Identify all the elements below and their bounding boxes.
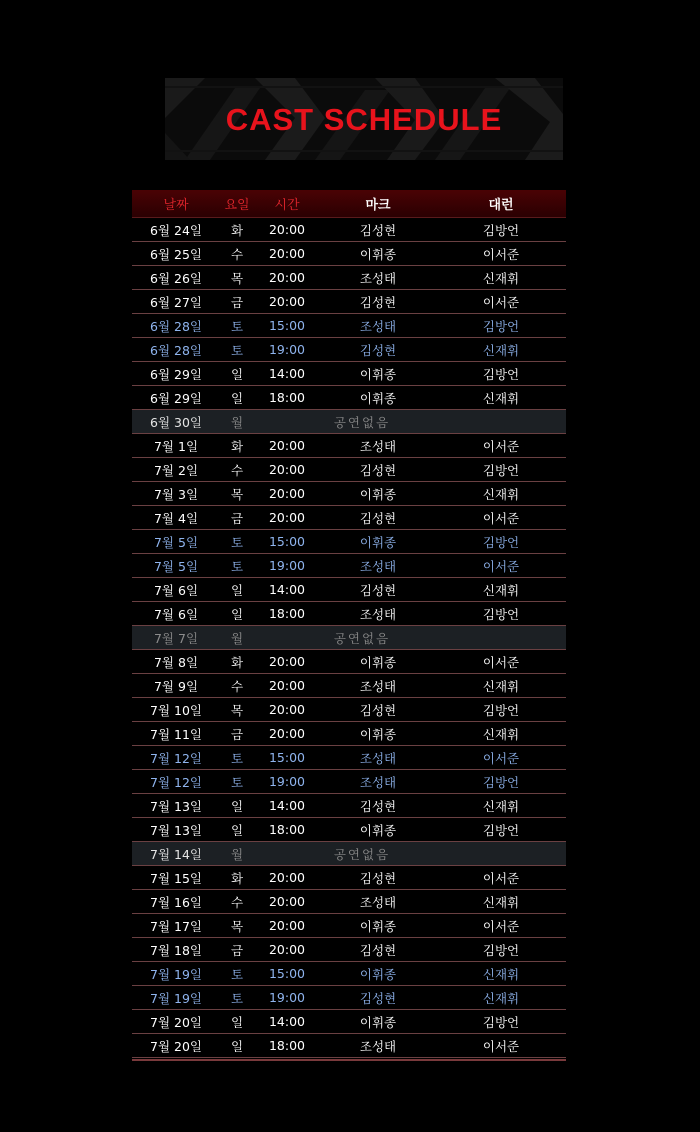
- header-mark: 마크: [365, 198, 391, 213]
- row-daeryun-cast: 신재휘: [482, 798, 520, 814]
- row-daeryun-cast: 이서준: [482, 870, 520, 886]
- row-date: 7월 20일: [150, 1014, 202, 1030]
- table-row-no-performance: [132, 410, 566, 434]
- row-date: 7월 6일: [153, 606, 199, 622]
- row-date: 6월 25일: [150, 246, 202, 262]
- row-time: 19:00: [268, 342, 306, 357]
- row-day: 일: [230, 798, 244, 814]
- row-time: 19:00: [268, 990, 306, 1005]
- row-mark-cast: 김성현: [359, 990, 397, 1006]
- row-day: 수: [230, 462, 244, 478]
- row-time: 20:00: [268, 270, 306, 285]
- table-row: [132, 890, 566, 914]
- row-date: 7월 19일: [150, 966, 202, 982]
- row-date: 7월 12일: [150, 774, 202, 790]
- row-mark-cast: 김성현: [359, 702, 397, 718]
- row-date: 7월 11일: [150, 726, 202, 742]
- row-mark-cast: 조성태: [359, 750, 397, 766]
- row-daeryun-cast: 김방언: [482, 222, 520, 238]
- row-day: 토: [230, 342, 244, 358]
- row-day: 금: [230, 726, 244, 742]
- row-day: 토: [230, 966, 244, 982]
- row-no-performance: 공연없음: [333, 414, 391, 430]
- row-day: 일: [230, 822, 244, 838]
- row-daeryun-cast: 신재휘: [482, 486, 520, 502]
- row-date: 6월 27일: [150, 294, 202, 310]
- row-mark-cast: 이휘종: [359, 726, 397, 742]
- table-row: [132, 554, 566, 578]
- row-mark-cast: 김성현: [359, 798, 397, 814]
- row-time: 20:00: [268, 678, 306, 693]
- row-time: 20:00: [268, 726, 306, 741]
- row-daeryun-cast: 신재휘: [482, 270, 520, 286]
- row-date: 6월 24일: [150, 222, 202, 238]
- row-day: 일: [230, 1014, 244, 1030]
- table-row: [132, 722, 566, 746]
- row-date: 7월 7일: [153, 630, 199, 646]
- row-mark-cast: 조성태: [359, 438, 397, 454]
- row-daeryun-cast: 이서준: [482, 294, 520, 310]
- row-day: 목: [230, 918, 244, 934]
- row-daeryun-cast: 신재휘: [482, 678, 520, 694]
- title-banner: [165, 78, 563, 160]
- table-row-no-performance: [132, 842, 566, 866]
- row-date: 7월 18일: [150, 942, 202, 958]
- row-time: 18:00: [268, 606, 306, 621]
- row-time: 20:00: [268, 702, 306, 717]
- row-day: 토: [230, 318, 244, 334]
- table-row: [132, 938, 566, 962]
- table-row: [132, 914, 566, 938]
- cast-schedule-table: [132, 190, 566, 1061]
- row-mark-cast: 이휘종: [359, 486, 397, 502]
- row-date: 7월 15일: [150, 870, 202, 886]
- row-mark-cast: 이휘종: [359, 822, 397, 838]
- row-day: 금: [230, 510, 244, 526]
- row-mark-cast: 조성태: [359, 1038, 397, 1054]
- table-row: [132, 530, 566, 554]
- row-date: 6월 26일: [150, 270, 202, 286]
- row-time: 15:00: [268, 318, 306, 333]
- row-mark-cast: 조성태: [359, 894, 397, 910]
- header-date: 날짜: [163, 198, 189, 213]
- row-daeryun-cast: 신재휘: [482, 894, 520, 910]
- row-day: 월: [230, 846, 244, 862]
- header-day: 요일: [224, 198, 250, 213]
- row-day: 화: [230, 438, 244, 454]
- row-mark-cast: 이휘종: [359, 966, 397, 982]
- row-daeryun-cast: 신재휘: [482, 726, 520, 742]
- table-row: [132, 1010, 566, 1034]
- row-day: 목: [230, 270, 244, 286]
- row-daeryun-cast: 김방언: [482, 774, 520, 790]
- row-mark-cast: 김성현: [359, 510, 397, 526]
- row-date: 7월 5일: [153, 534, 199, 550]
- row-day: 목: [230, 486, 244, 502]
- table-body: [132, 218, 566, 1058]
- row-date: 7월 12일: [150, 750, 202, 766]
- header-daeryun: 대런: [488, 198, 514, 213]
- table-row: [132, 386, 566, 410]
- row-date: 7월 19일: [150, 990, 202, 1006]
- table-row: [132, 818, 566, 842]
- row-date: 7월 6일: [153, 582, 199, 598]
- table-row: [132, 698, 566, 722]
- table-row: [132, 794, 566, 818]
- table-row: [132, 362, 566, 386]
- row-date: 7월 20일: [150, 1038, 202, 1054]
- row-time: 18:00: [268, 390, 306, 405]
- row-time: 20:00: [268, 510, 306, 525]
- row-date: 6월 30일: [150, 414, 202, 430]
- table-row-no-performance: [132, 626, 566, 650]
- row-time: 20:00: [268, 246, 306, 261]
- row-mark-cast: 김성현: [359, 582, 397, 598]
- table-row: [132, 218, 566, 242]
- row-daeryun-cast: 신재휘: [482, 990, 520, 1006]
- row-day: 금: [230, 294, 244, 310]
- row-time: 20:00: [268, 894, 306, 909]
- row-date: 7월 13일: [150, 822, 202, 838]
- row-mark-cast: 이휘종: [359, 246, 397, 262]
- row-day: 월: [230, 630, 244, 646]
- row-daeryun-cast: 김방언: [482, 606, 520, 622]
- row-mark-cast: 김성현: [359, 942, 397, 958]
- row-mark-cast: 김성현: [359, 462, 397, 478]
- table-row: [132, 1034, 566, 1058]
- row-daeryun-cast: 김방언: [482, 1014, 520, 1030]
- row-mark-cast: 이휘종: [359, 534, 397, 550]
- row-day: 수: [230, 894, 244, 910]
- row-daeryun-cast: 김방언: [482, 462, 520, 478]
- row-date: 6월 29일: [150, 390, 202, 406]
- row-time: 20:00: [268, 222, 306, 237]
- row-day: 토: [230, 750, 244, 766]
- row-date: 7월 13일: [150, 798, 202, 814]
- row-date: 7월 16일: [150, 894, 202, 910]
- row-time: 18:00: [268, 822, 306, 837]
- row-day: 토: [230, 558, 244, 574]
- row-mark-cast: 이휘종: [359, 390, 397, 406]
- row-day: 일: [230, 1038, 244, 1054]
- row-mark-cast: 이휘종: [359, 1014, 397, 1030]
- row-day: 토: [230, 534, 244, 550]
- row-day: 수: [230, 246, 244, 262]
- row-daeryun-cast: 신재휘: [482, 390, 520, 406]
- table-row: [132, 506, 566, 530]
- row-date: 6월 29일: [150, 366, 202, 382]
- row-date: 7월 2일: [153, 462, 199, 478]
- page-title: CAST SCHEDULE: [225, 102, 503, 137]
- row-daeryun-cast: 신재휘: [482, 582, 520, 598]
- table-bottom-rule: [132, 1059, 566, 1061]
- row-day: 일: [230, 582, 244, 598]
- table-row: [132, 458, 566, 482]
- row-time: 20:00: [268, 942, 306, 957]
- table-row: [132, 434, 566, 458]
- table-row: [132, 602, 566, 626]
- table-row: [132, 338, 566, 362]
- table-row: [132, 482, 566, 506]
- row-date: 7월 8일: [153, 654, 199, 670]
- row-daeryun-cast: 이서준: [482, 558, 520, 574]
- row-mark-cast: 조성태: [359, 678, 397, 694]
- row-daeryun-cast: 이서준: [482, 654, 520, 670]
- row-time: 20:00: [268, 870, 306, 885]
- row-day: 수: [230, 678, 244, 694]
- row-daeryun-cast: 신재휘: [482, 966, 520, 982]
- table-row: [132, 986, 566, 1010]
- row-date: 7월 14일: [150, 846, 202, 862]
- row-daeryun-cast: 김방언: [482, 702, 520, 718]
- row-mark-cast: 이휘종: [359, 366, 397, 382]
- table-row: [132, 866, 566, 890]
- row-date: 7월 3일: [153, 486, 199, 502]
- row-daeryun-cast: 이서준: [482, 1038, 520, 1054]
- row-mark-cast: 김성현: [359, 342, 397, 358]
- row-time: 14:00: [268, 582, 306, 597]
- row-daeryun-cast: 김방언: [482, 942, 520, 958]
- row-mark-cast: 이휘종: [359, 918, 397, 934]
- row-time: 20:00: [268, 918, 306, 933]
- row-date: 7월 9일: [153, 678, 199, 694]
- row-time: 14:00: [268, 798, 306, 813]
- table-row: [132, 770, 566, 794]
- row-time: 15:00: [268, 750, 306, 765]
- row-time: 20:00: [268, 462, 306, 477]
- row-time: 19:00: [268, 774, 306, 789]
- table-row: [132, 746, 566, 770]
- row-day: 목: [230, 702, 244, 718]
- row-daeryun-cast: 이서준: [482, 918, 520, 934]
- table-row: [132, 578, 566, 602]
- row-mark-cast: 김성현: [359, 294, 397, 310]
- row-day: 토: [230, 774, 244, 790]
- row-day: 금: [230, 942, 244, 958]
- row-day: 일: [230, 606, 244, 622]
- row-date: 7월 10일: [150, 702, 202, 718]
- row-time: 14:00: [268, 1014, 306, 1029]
- row-day: 화: [230, 222, 244, 238]
- row-daeryun-cast: 신재휘: [482, 342, 520, 358]
- row-time: 18:00: [268, 1038, 306, 1053]
- row-time: 19:00: [268, 558, 306, 573]
- row-date: 6월 28일: [150, 342, 202, 358]
- table-row: [132, 650, 566, 674]
- table-row: [132, 674, 566, 698]
- row-time: 20:00: [268, 438, 306, 453]
- row-mark-cast: 조성태: [359, 774, 397, 790]
- row-daeryun-cast: 이서준: [482, 750, 520, 766]
- row-mark-cast: 조성태: [359, 270, 397, 286]
- row-mark-cast: 조성태: [359, 318, 397, 334]
- row-daeryun-cast: 김방언: [482, 366, 520, 382]
- row-time: 20:00: [268, 486, 306, 501]
- table-row: [132, 266, 566, 290]
- row-daeryun-cast: 이서준: [482, 246, 520, 262]
- row-day: 일: [230, 390, 244, 406]
- row-date: 7월 5일: [153, 558, 199, 574]
- row-mark-cast: 조성태: [359, 606, 397, 622]
- row-time: 15:00: [268, 966, 306, 981]
- row-daeryun-cast: 이서준: [482, 438, 520, 454]
- row-daeryun-cast: 김방언: [482, 318, 520, 334]
- row-daeryun-cast: 이서준: [482, 510, 520, 526]
- row-date: 7월 1일: [153, 438, 199, 454]
- row-mark-cast: 김성현: [359, 870, 397, 886]
- row-daeryun-cast: 김방언: [482, 822, 520, 838]
- row-no-performance: 공연없음: [333, 630, 391, 646]
- row-date: 7월 17일: [150, 918, 202, 934]
- row-time: 20:00: [268, 294, 306, 309]
- row-time: 14:00: [268, 366, 306, 381]
- row-daeryun-cast: 김방언: [482, 534, 520, 550]
- row-mark-cast: 김성현: [359, 222, 397, 238]
- row-mark-cast: 조성태: [359, 558, 397, 574]
- row-day: 화: [230, 654, 244, 670]
- row-day: 토: [230, 990, 244, 1006]
- table-row: [132, 962, 566, 986]
- row-time: 15:00: [268, 534, 306, 549]
- row-day: 일: [230, 366, 244, 382]
- row-no-performance: 공연없음: [333, 846, 391, 862]
- header-time: 시간: [274, 198, 300, 213]
- table-row: [132, 290, 566, 314]
- table-header: [132, 190, 566, 218]
- row-day: 월: [230, 414, 244, 430]
- row-time: 20:00: [268, 654, 306, 669]
- row-mark-cast: 이휘종: [359, 654, 397, 670]
- table-row: [132, 242, 566, 266]
- row-date: 7월 4일: [153, 510, 199, 526]
- row-date: 6월 28일: [150, 318, 202, 334]
- table-row: [132, 314, 566, 338]
- row-day: 화: [230, 870, 244, 886]
